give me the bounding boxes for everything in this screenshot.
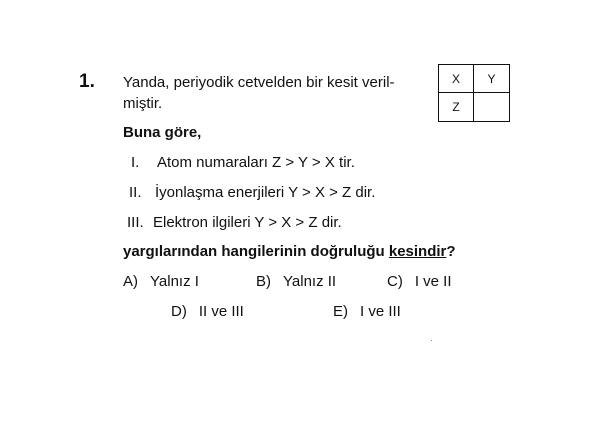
periodic-cell-y: Y — [474, 65, 509, 93]
statement-1 — [131, 154, 355, 171]
question-lead: Buna göre, — [123, 124, 202, 141]
option-c-letter: C) — [387, 273, 403, 290]
option-d[interactable] — [171, 303, 244, 320]
periodic-cell-z: Z — [439, 93, 474, 121]
question-prompt — [123, 243, 456, 260]
statement-2-numeral: II. — [129, 184, 142, 201]
statement-3-text: Elektron ilgileri Y > X > Z dir. — [153, 214, 342, 231]
question-stem-line-1: Yanda, periyodik cetvelden bir kesit veril- — [123, 74, 395, 91]
option-e-letter: E) — [333, 303, 348, 320]
option-c-text: I ve II — [414, 273, 452, 290]
periodic-cell-x: X — [439, 65, 474, 93]
statement-3 — [127, 214, 342, 231]
option-a-text: Yalnız I — [150, 273, 199, 290]
question-stem-line-2: miştir. — [123, 95, 163, 112]
question-prompt-text: yargılarından hangilerinin doğruluğu — [123, 243, 389, 260]
option-b[interactable] — [256, 273, 336, 290]
option-a[interactable] — [123, 273, 199, 290]
option-e-text: I ve III — [360, 303, 401, 320]
statement-2 — [129, 184, 375, 201]
statement-2-text: İyonlaşma enerjileri Y > X > Z dir. — [155, 184, 376, 201]
stray-dot — [431, 340, 432, 341]
question-number: 1. — [79, 71, 95, 92]
question-prompt-mark: ? — [446, 243, 456, 260]
option-b-letter: B) — [256, 273, 271, 290]
option-c[interactable] — [387, 273, 452, 290]
statement-3-numeral: III. — [127, 214, 144, 231]
option-a-letter: A) — [123, 273, 138, 290]
statement-1-text: Atom numaraları Z > Y > X tir. — [157, 154, 355, 171]
option-e[interactable] — [333, 303, 401, 320]
statement-1-numeral: I. — [131, 154, 140, 171]
option-b-text: Yalnız II — [283, 273, 337, 290]
option-d-letter: D) — [171, 303, 187, 320]
periodic-cell-empty — [474, 93, 509, 121]
option-d-text: II ve III — [198, 303, 244, 320]
periodic-table-section — [438, 64, 510, 122]
question-prompt-emphasis: kesindir — [388, 243, 447, 260]
